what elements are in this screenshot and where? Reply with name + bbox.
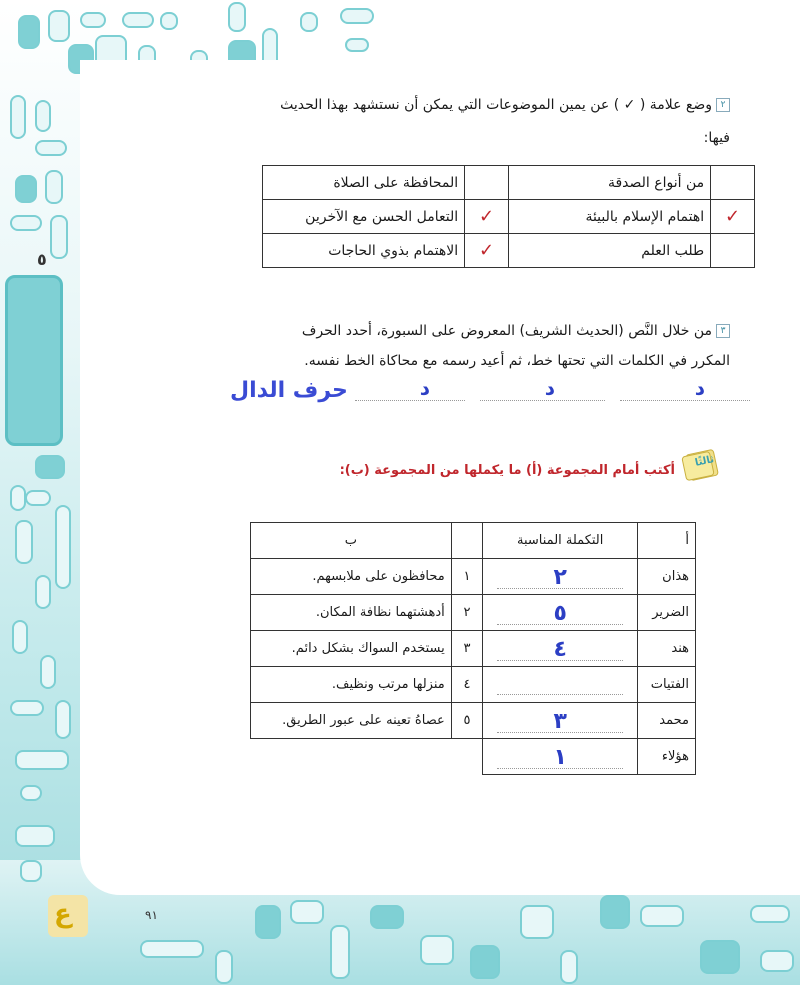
checkmark-icon: ✓ (479, 206, 495, 227)
topic-cell: من أنواع الصدقة (509, 166, 711, 200)
check-cell[interactable] (465, 200, 509, 234)
answer-field[interactable]: ١ (483, 739, 638, 775)
table-header-row (251, 523, 696, 559)
topic-cell: التعامل الحسن مع الآخرين (263, 200, 465, 234)
checkmark-icon: ✓ (479, 240, 495, 261)
dotted-line (480, 400, 605, 401)
check-cell[interactable] (465, 166, 509, 200)
topics-table (262, 165, 755, 268)
dotted-line (355, 400, 465, 401)
traced-letter: د (694, 376, 705, 400)
table-row: هند ٤ ٣ يستخدم السواك بشكل دائم. (251, 631, 696, 667)
table-row: هؤلاء ١ (251, 739, 696, 775)
answer-field[interactable] (483, 667, 638, 703)
check-cell[interactable] (465, 234, 509, 268)
check-cell[interactable] (711, 200, 755, 234)
topic-cell: طلب العلم (509, 234, 711, 268)
topic-cell: الاهتمام بذوي الحاجات (263, 234, 465, 268)
publisher-logo: ع (48, 895, 88, 937)
check-cell[interactable] (711, 234, 755, 268)
check-cell[interactable] (711, 166, 755, 200)
side-number: ٥ (37, 250, 47, 269)
checkmark-icon: ✓ (725, 206, 741, 227)
table-row (263, 234, 755, 268)
q2-line2: فيها: (703, 130, 730, 146)
table-row: هذان ٢ ١ محافظون على ملابسهم. (251, 559, 696, 595)
q2-line1 (280, 92, 730, 118)
topic-cell: اهتمام الإسلام بالبيئة (509, 200, 711, 234)
table-row: الفتيات ٤ منزلها مرتب ونظيف. (251, 667, 696, 703)
q3-line2: المكرر في الكلمات التي تحتها خط، ثم أعيد رسمه مع محاكاة الخط نفسه. (304, 353, 730, 369)
q3-number: ٣ (716, 324, 730, 338)
dotted-line (620, 400, 750, 401)
section-title: أكتب أمام المجموعة (أ) ما يكملها من المجموعة (ب): (339, 463, 675, 478)
q3-line1 (302, 318, 730, 344)
header-answer: التكملة المناسبة (483, 523, 638, 559)
traced-letter: د (419, 376, 430, 400)
table-row (263, 200, 755, 234)
answer-field[interactable]: ٤ (483, 631, 638, 667)
table-row: محمد ٣ ٥ عصاهُ تعينه على عبور الطريق. (251, 703, 696, 739)
table-row (263, 166, 755, 200)
header-num (451, 523, 482, 559)
section-badge-label: ثالثًا (693, 454, 715, 469)
header-a: أ (638, 523, 696, 559)
q2-number: ٢ (716, 98, 730, 112)
answer-field[interactable]: ٣ (483, 703, 638, 739)
topic-cell: المحافظة على الصلاة (263, 166, 465, 200)
table-row: الضرير ٥ ٢ أدهشتهما نظافة المكان. (251, 595, 696, 631)
header-b: ب (251, 523, 452, 559)
traced-letter: د (544, 376, 555, 400)
page-number: ٩١ (145, 908, 158, 922)
answer-label: حرف الدال (230, 378, 348, 403)
matching-table (250, 522, 696, 775)
q2-text: وضع علامة ( ✓ ) عن يمين الموضوعات التي يمكن أن نستشهد بهذا الحديث (280, 97, 712, 113)
side-tab-bar (5, 275, 63, 446)
answer-field[interactable]: ٢ (483, 559, 638, 595)
answer-field[interactable]: ٥ (483, 595, 638, 631)
q3-text: من خلال النَّص (الحديث الشريف) المعروض على السبورة، أحدد الحرف (301, 323, 712, 339)
